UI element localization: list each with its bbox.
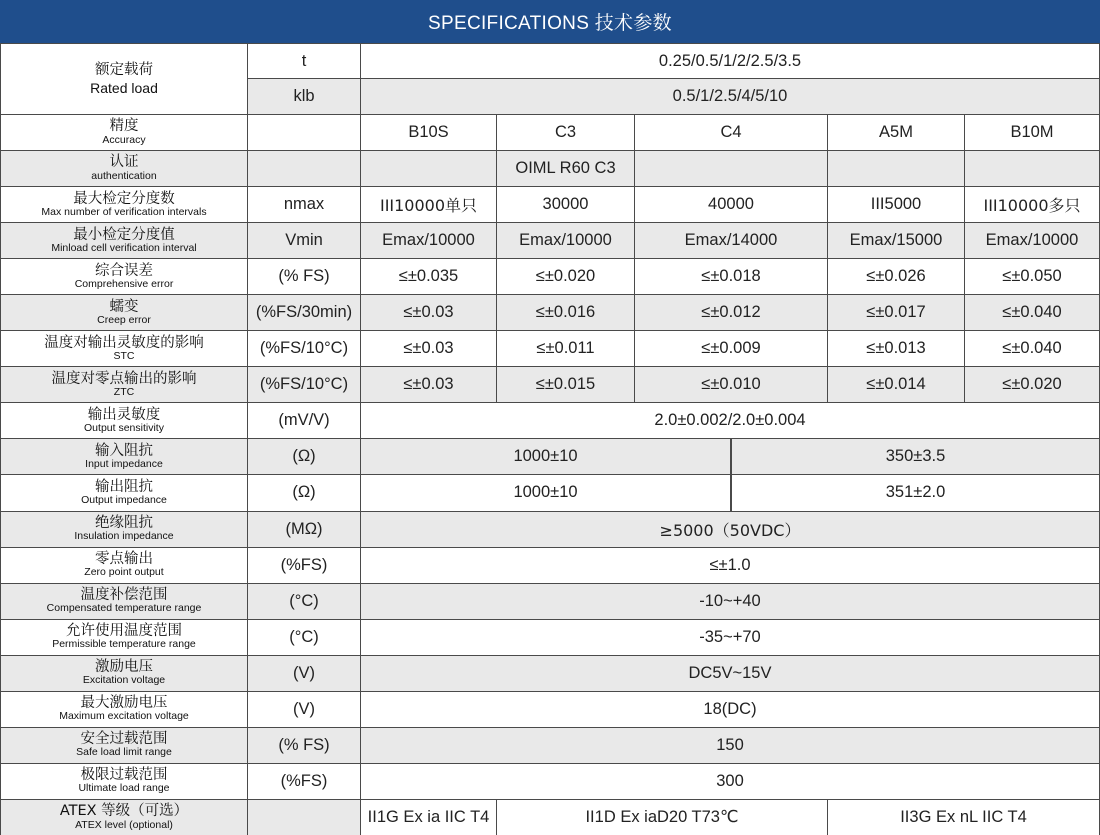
ztc-value: ≤±0.014 — [828, 367, 965, 403]
output-impedance-value-b: 351±2.0 — [731, 475, 1100, 511]
creep-value: ≤±0.040 — [965, 295, 1100, 331]
label-en: Compensated temperature range — [46, 602, 202, 615]
stc-value: ≤±0.03 — [361, 331, 497, 367]
cell-empty — [965, 151, 1100, 187]
comprehensive-value: ≤±0.035 — [361, 259, 497, 295]
excitation-voltage-value: DC5V~15V — [361, 656, 1100, 692]
page-title: SPECIFICATIONS 技术参数 — [0, 0, 1100, 43]
stc-value: ≤±0.011 — [497, 331, 635, 367]
vmin-value: Emax/15000 — [828, 223, 965, 259]
label-en: Zero point output — [84, 566, 164, 579]
unit-t: t — [248, 44, 361, 79]
cell-empty — [828, 151, 965, 187]
unit: (%FS/30min) — [248, 295, 361, 331]
unit: (MΩ) — [248, 512, 361, 548]
unit: (%FS) — [248, 548, 361, 584]
creep-value: ≤±0.03 — [361, 295, 497, 331]
label-zh: 零点输出 — [95, 550, 153, 567]
atex-value: II1G Ex ia IIC T4 — [361, 800, 497, 835]
row-label-comprehensive-error — [0, 259, 248, 295]
label-en: ATEX level (optional) — [75, 818, 173, 831]
unit: (% FS) — [248, 728, 361, 764]
row-label-atex — [0, 800, 248, 835]
unit: (°C) — [248, 584, 361, 620]
unit: (%FS) — [248, 764, 361, 800]
ztc-value: ≤±0.03 — [361, 367, 497, 403]
row-label-stc — [0, 331, 248, 367]
creep-value: ≤±0.017 — [828, 295, 965, 331]
stc-value: ≤±0.009 — [635, 331, 828, 367]
label-en: Rated load — [90, 79, 158, 96]
unit: (Ω) — [248, 439, 361, 475]
comprehensive-value: ≤±0.020 — [497, 259, 635, 295]
row-label-rated-load — [0, 44, 248, 115]
comprehensive-value: ≤±0.050 — [965, 259, 1100, 295]
label-zh: 激励电压 — [95, 659, 153, 676]
insulation-value: ≥5000（50VDC） — [361, 512, 1100, 548]
label-zh: 最大激励电压 — [80, 695, 168, 712]
unit: nmax — [248, 187, 361, 223]
label-en: Input impedance — [85, 458, 163, 471]
row-label-ztc — [0, 367, 248, 403]
label-en: Output sensitivity — [84, 422, 164, 434]
label-en: Creep error — [97, 313, 151, 326]
row-label-zero-output — [0, 548, 248, 584]
unit-empty — [248, 800, 361, 835]
label-en: Permissible temperature range — [52, 638, 196, 651]
label-en: STC — [113, 349, 135, 362]
label-en: Accuracy — [102, 133, 146, 146]
label-zh: 最小检定分度值 — [73, 226, 175, 243]
accuracy-class: A5M — [828, 115, 965, 151]
accuracy-class: C3 — [497, 115, 635, 151]
unit: (% FS) — [248, 259, 361, 295]
unit-empty — [248, 115, 361, 151]
unit: (V) — [248, 656, 361, 692]
label-zh: 安全过载范围 — [80, 731, 168, 748]
output-sensitivity-value: 2.0±0.002/2.0±0.004 — [361, 403, 1100, 439]
ztc-value: ≤±0.015 — [497, 367, 635, 403]
label-en: Maximum excitation voltage — [59, 710, 189, 723]
accuracy-class: B10M — [965, 115, 1100, 151]
unit: (mV/V) — [248, 403, 361, 439]
atex-value: II3G Ex nL IIC T4 — [828, 800, 1100, 835]
row-label-nmax — [0, 187, 248, 223]
label-en: Minload cell verification interval — [51, 241, 197, 254]
accuracy-class: B10S — [361, 115, 497, 151]
comprehensive-value: ≤±0.018 — [635, 259, 828, 295]
safe-load-value: 150 — [361, 728, 1100, 764]
output-impedance-value-a: 1000±10 — [361, 475, 731, 511]
label-zh: 温度补偿范围 — [80, 587, 168, 604]
ultimate-load-value: 300 — [361, 764, 1100, 800]
label-en: Max number of verification intervals — [41, 205, 207, 218]
row-label-creep — [0, 295, 248, 331]
label-en: ZTC — [113, 385, 135, 398]
unit: (%FS/10°C) — [248, 367, 361, 403]
label-en: Insulation impedance — [74, 530, 174, 543]
row-label-vmin — [0, 223, 248, 259]
nmax-value: III5000 — [828, 187, 965, 223]
label-en: Ultimate load range — [78, 782, 170, 795]
atex-value: II1D Ex iaD20 T73℃ — [497, 800, 828, 835]
label-zh: 温度对输出灵敏度的影响 — [44, 334, 204, 351]
rated-load-klb-values: 0.5/1/2.5/4/5/10 — [361, 79, 1100, 115]
nmax-value: III10000多只 — [965, 187, 1100, 223]
authentication-value: OIML R60 C3 — [497, 151, 635, 187]
unit: (°C) — [248, 620, 361, 656]
label-en: Output impedance — [81, 494, 167, 507]
label-zh: 精度 — [109, 118, 139, 135]
permissible-temperature-value: -35~+70 — [361, 620, 1100, 656]
row-label-accuracy — [0, 115, 248, 151]
label-zh: ATEX 等级（可选） — [59, 803, 189, 820]
label-en: Comprehensive error — [74, 277, 174, 290]
unit: (%FS/10°C) — [248, 331, 361, 367]
vmin-value: Emax/10000 — [361, 223, 497, 259]
creep-value: ≤±0.012 — [635, 295, 828, 331]
row-label-max-excitation-voltage — [0, 692, 248, 728]
unit-empty — [248, 151, 361, 187]
row-label-insulation — [0, 512, 248, 548]
row-label-input-impedance — [0, 439, 248, 475]
label-zh: 输入阻抗 — [95, 442, 153, 459]
rated-load-t-values: 0.25/0.5/1/2/2.5/3.5 — [361, 44, 1100, 79]
input-impedance-value-a: 1000±10 — [361, 439, 731, 475]
row-label-ultimate-load — [0, 764, 248, 800]
input-impedance-value-b: 350±3.5 — [731, 439, 1100, 475]
nmax-value: III10000单只 — [361, 187, 497, 223]
max-excitation-voltage-value: 18(DC) — [361, 692, 1100, 728]
label-zh: 温度对零点输出的影响 — [51, 370, 197, 387]
vmin-value: Emax/10000 — [965, 223, 1100, 259]
label-en: Excitation voltage — [82, 674, 166, 687]
creep-value: ≤±0.016 — [497, 295, 635, 331]
row-label-output-impedance — [0, 475, 248, 511]
row-label-permissible-temperature — [0, 620, 248, 656]
accuracy-class: C4 — [635, 115, 828, 151]
row-label-excitation-voltage — [0, 656, 248, 692]
label-en: Safe load limit range — [76, 746, 172, 759]
cell-empty — [635, 151, 828, 187]
nmax-value: 40000 — [635, 187, 828, 223]
comprehensive-value: ≤±0.026 — [828, 259, 965, 295]
row-label-compensated-temperature — [0, 584, 248, 620]
cell-empty — [361, 151, 497, 187]
unit: (Ω) — [248, 475, 361, 511]
ztc-value: ≤±0.020 — [965, 367, 1100, 403]
label-zh: 输出阻抗 — [95, 478, 153, 495]
label-zh: 最大检定分度数 — [73, 190, 175, 207]
row-label-safe-load — [0, 728, 248, 764]
label-en: authentication — [91, 169, 157, 182]
label-zh: 输出灵敏度 — [87, 406, 161, 423]
unit: (V) — [248, 692, 361, 728]
compensated-temperature-value: -10~+40 — [361, 584, 1100, 620]
label-zh: 认证 — [109, 154, 139, 171]
specifications-table — [0, 43, 1100, 835]
ztc-value: ≤±0.010 — [635, 367, 828, 403]
row-label-output-sensitivity — [0, 403, 248, 439]
label-zh: 极限过载范围 — [80, 767, 168, 784]
label-zh: 蠕变 — [109, 298, 139, 315]
stc-value: ≤±0.013 — [828, 331, 965, 367]
vmin-value: Emax/14000 — [635, 223, 828, 259]
label-zh: 绝缘阻抗 — [95, 514, 153, 531]
zero-output-value: ≤±1.0 — [361, 548, 1100, 584]
vmin-value: Emax/10000 — [497, 223, 635, 259]
label-zh: 额定载荷 — [95, 61, 153, 78]
label-zh: 允许使用温度范围 — [66, 623, 182, 640]
row-label-authentication — [0, 151, 248, 187]
unit: Vmin — [248, 223, 361, 259]
nmax-value: 30000 — [497, 187, 635, 223]
label-zh: 综合误差 — [95, 262, 153, 279]
stc-value: ≤±0.040 — [965, 331, 1100, 367]
unit-klb: klb — [248, 79, 361, 115]
